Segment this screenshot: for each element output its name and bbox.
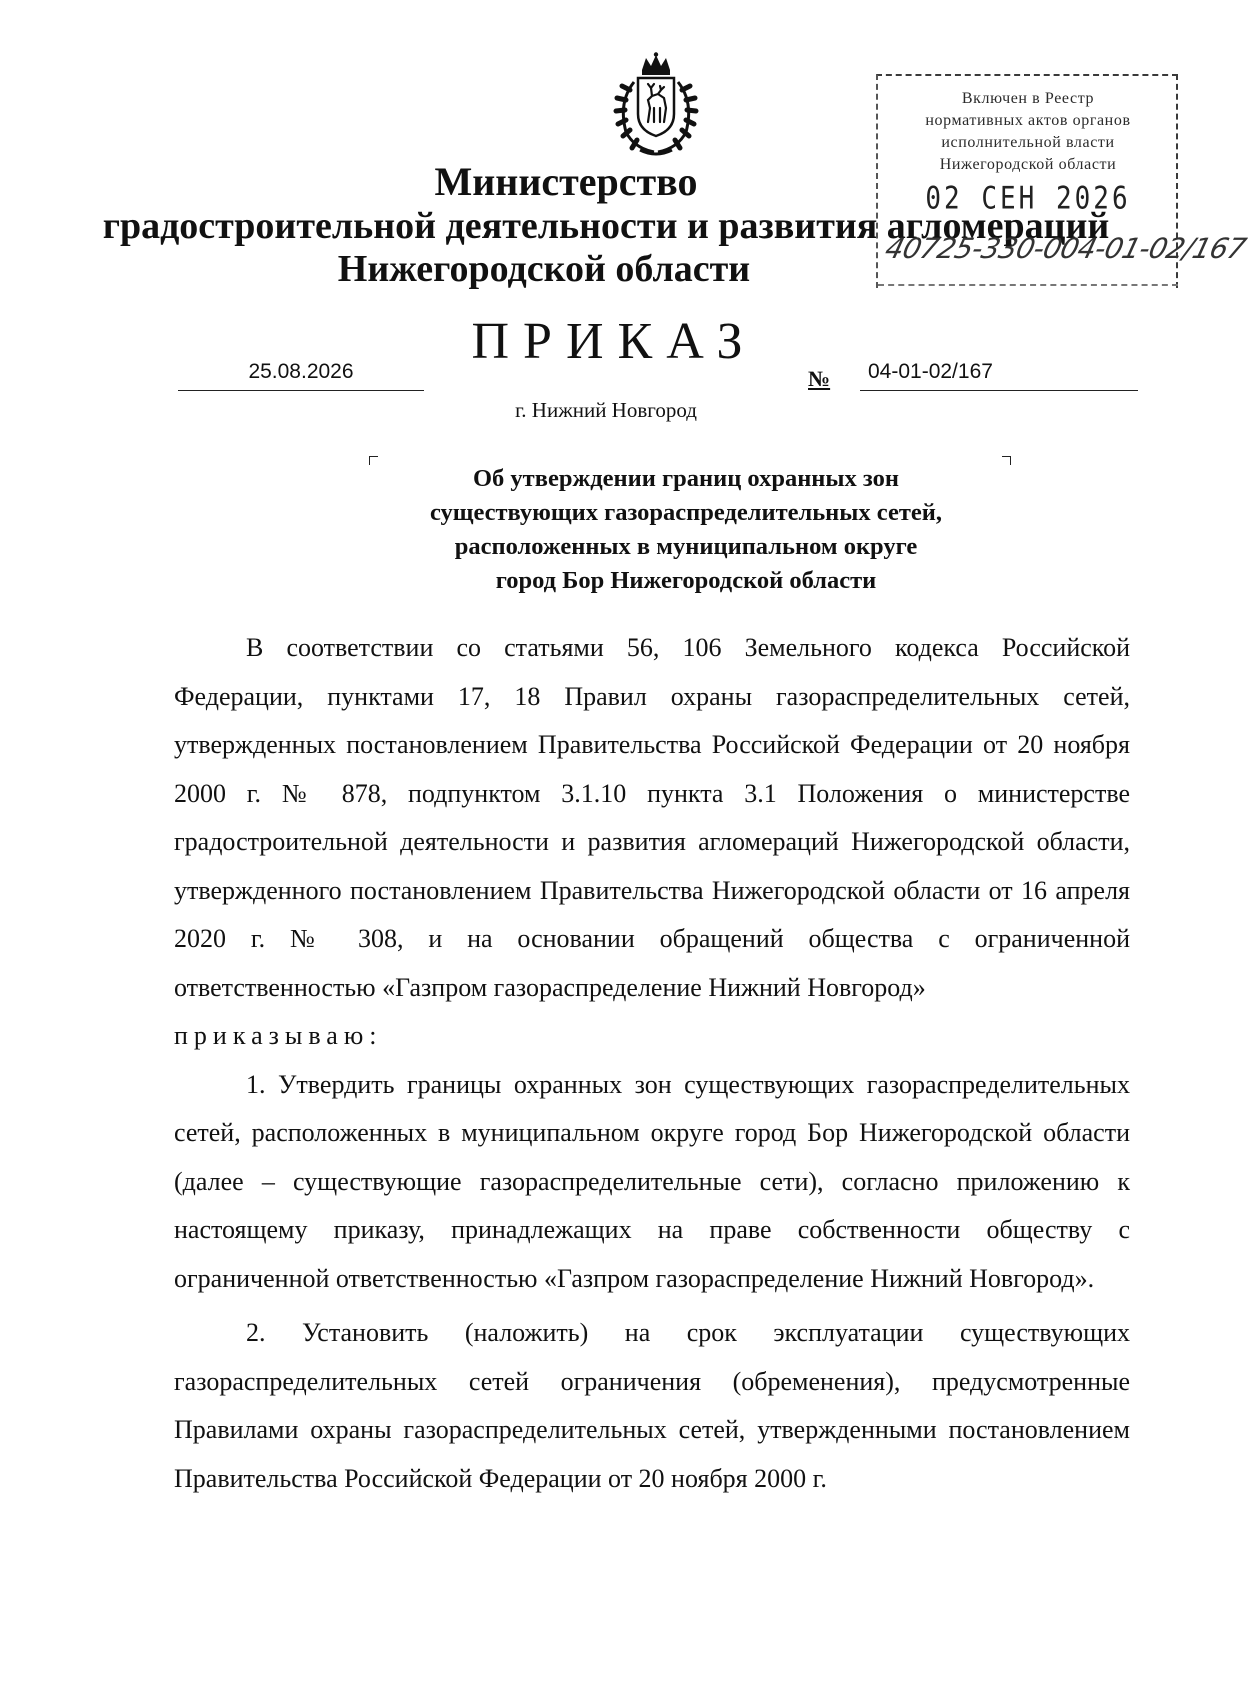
- order-number: 04-01-02/167: [860, 360, 1138, 391]
- subject-line: расположенных в муниципальном округе: [454, 533, 918, 560]
- stamp-registration-number: 40725-330-004-01-02/167: [881, 232, 1249, 265]
- stamp-border-bottom: [878, 284, 1178, 286]
- ministry-name-line: градостроительной деятельности и развития агломераций: [102, 205, 1110, 247]
- preamble-paragraph: В соответствии со статьями 56, 106 Земельного кодекса Российской Федерации, пунктами 17, 18 Правил охраны газораспределительных сетей, утвержденных постановлением Правительства Российской Федерации от 20 ноября 2000 г. № 878, подпунктом 3.1.10 пункта 3.1 Положения о министерстве градостроительной деятельности и развития агломераций Нижегородской области, утвержденного постановлением Правительства Нижегородской области от 16 апреля 2020 г. № 308, и на основании обращений общества с ограниченной ответственностью «Газпром газораспределение Нижний Новгород»: [174, 633, 1130, 1002]
- stamp-line: исполнительной власти: [941, 134, 1115, 151]
- order-date: 25.08.2026: [178, 360, 424, 391]
- stamp-line: нормативных актов органов: [925, 112, 1131, 129]
- order-title: ПРИКАЗ: [471, 313, 757, 370]
- coat-of-arms-icon: [604, 52, 708, 158]
- order-subject: [330, 462, 1042, 598]
- subject-line: город Бор Нижегородской области: [495, 567, 877, 594]
- stamp-line: Нижегородской области: [939, 156, 1117, 173]
- registry-stamp: [876, 74, 1249, 288]
- order-directive-word: приказываю:: [174, 1021, 383, 1050]
- subject-line: существующих газораспределительных сетей,: [429, 499, 943, 526]
- stamp-line: Включен в Реестр: [961, 90, 1095, 107]
- order-body: [174, 624, 1130, 1503]
- order-item-1: 1. Утвердить границы охранных зон существующих газораспределительных сетей, расположенных в муниципальном округе город Бор Нижегородской области (далее – существующие газораспределительные сети), согласно приложению к настоящему приказу, принадлежащих на праве собственности обществу с ограниченной ответственностью «Газпром газораспределение Нижний Новгород».: [174, 1069, 1130, 1293]
- ministry-title: Министерство: [434, 159, 698, 204]
- order-item-2: 2. Установить (наложить) на срок эксплуатации существующих газораспределительных сетей ограничения (обременения), предусмотренные Правилами охраны газораспределительных сетей, утвержденными постановлением Правительства Российской Федерации от 20 ноября 2000 г.: [174, 1318, 1130, 1493]
- order-number-label: №: [808, 366, 831, 391]
- stamp-date: 02 СЕН 2026: [925, 181, 1131, 217]
- ministry-region-line: Нижегородской области: [337, 248, 751, 290]
- subject-line: Об утверждении границ охранных зон: [473, 465, 899, 492]
- order-city: г. Нижний Новгород: [515, 398, 697, 422]
